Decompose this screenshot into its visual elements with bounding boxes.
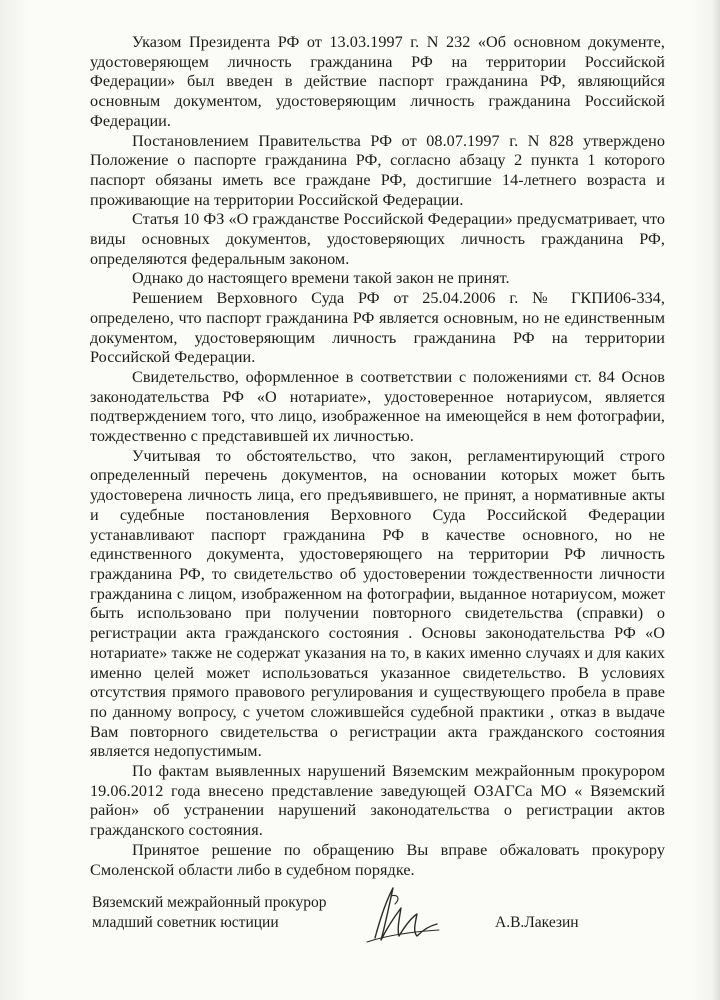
- handwritten-signature-icon: [355, 878, 445, 950]
- signer-rank: младший советник юстиции: [92, 914, 279, 931]
- signer-position: Вяземский межрайонный прокурор: [92, 894, 327, 911]
- signer-name: А.В.Лакезин: [495, 914, 579, 931]
- paragraph-government-resolution: Постановлением Правительства РФ от 08.07.1997 г. N 828 утверждено Положение о паспорте гражданина РФ, согласно абзацу 2 пункта 1 которого паспорт обязаны иметь все граждане РФ, достигшие 14-летнего возраста и проживающие на территории Российской Федерации.: [90, 131, 665, 209]
- paragraph-appeal: Принятое решение по обращению Вы вправе обжаловать прокурору Смоленской области либо в судебном порядке.: [90, 840, 665, 879]
- paragraph-notary-certificate: Свидетельство, оформленное в соответствии с положениями ст. 84 Основ законодательства РФ «О нотариате», удостоверенное нотариусом, является подтверждением того, что лицо, изображенное на имеющейся в нем фотографии, тождественно с представившей их личностью.: [90, 367, 665, 446]
- paragraph-passport-decree: Указом Президента РФ от 13.03.1997 г. N 232 «Об основном документе, удостоверяющем личность гражданина РФ на территории Российской Федерации» был введен в действие паспорт гражданина РФ, являющийся основным документом, удостоверяющим личность гражданина Российской Федерации.: [90, 33, 665, 130]
- scan-speck: [596, 244, 598, 246]
- scan-edge-shadow: [712, 0, 720, 1000]
- paragraph-law-not-adopted: Однако до настоящего времени такой закон не принят.: [132, 269, 510, 288]
- paragraph-considering: Учитывая то обстоятельство, что закон, регламентирующий строго определенный перечень документов, на основании которых может быть удостоверена личность лица, его предъявившего, не принят, а нормативные акты и судебные постановления Верховного Суда Российской Федерации устанавливают паспорт гражданина РФ в качестве основного, но не единственного документа, удостоверяющего на территории РФ личность гражданина РФ, то свидетельство об удостоверении тождественности личности гражданина с лицом, изображенном на фотографии, выданное нотариусом, может быть использовано при получении повторного свидетельства (справки) о регистрации акта гражданского состояния . Основы законодательства РФ «О нотариате» также не содержат указания на то, в каких именно случаях и для каких именно целей может использоваться указанное свидетельство. В условиях отсутствия прямого правового регулирования и существующего пробела в праве по данному вопросу, с учетом сложившейся судебной практики , отказ в выдаче Вам повторного свидетельства о регистрации акта гражданского состояния является недопустимым.: [90, 446, 665, 761]
- scan-speck: [214, 275, 217, 277]
- paragraph-violations: По фактам выявленных нарушений Вяземским межрайонным прокурором 19.06.2012 года внесено представление заведующей ОЗАГСа МО « Вяземский район» об устранении нарушений законодательства о регистрации актов гражданского состояния.: [90, 762, 665, 840]
- paragraph-supreme-court-decision: Решением Верховного Суда РФ от 25.04.2006 г. № ГКПИ06-334, определено, что паспорт гражданина РФ является основным, но не единственным документом, удостоверяющим личность гражданина РФ на территории Российской Федерации.: [90, 289, 665, 367]
- letter-body: [90, 33, 665, 880]
- paragraph-citizenship-law: Статья 10 ФЗ «О гражданстве Российской Федерации» предусматривает, что виды основных документов, удостоверяющих личность гражданина РФ, определяются федеральным законом.: [90, 210, 665, 268]
